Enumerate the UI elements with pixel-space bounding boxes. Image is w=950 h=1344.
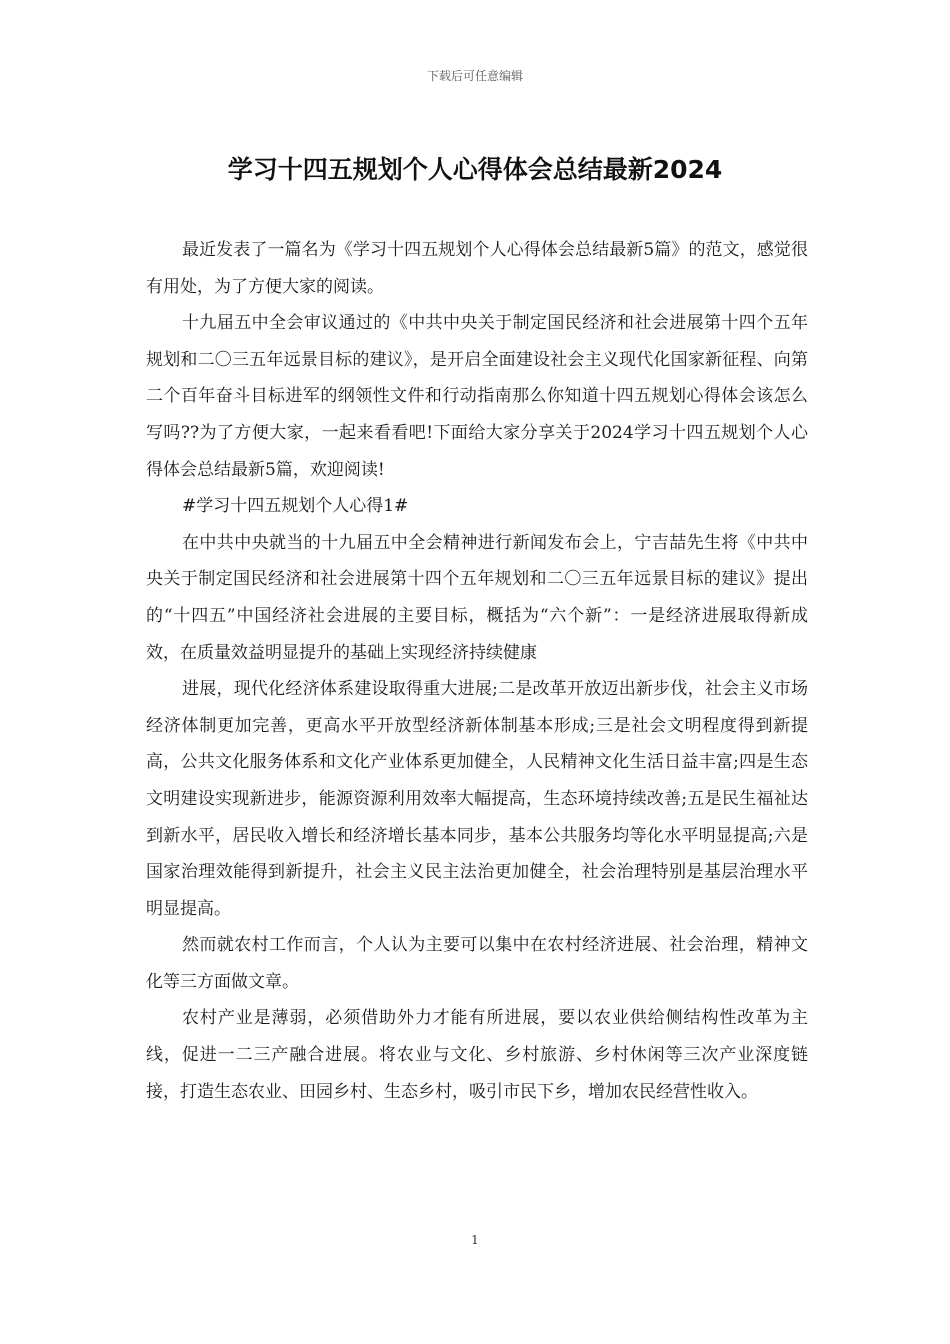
document-title: 学习十四五规划个人心得体会总结最新2024	[227, 155, 723, 184]
paragraph-rural-industry: 农村产业是薄弱，必须借助外力才能有所进展，要以农业供给侧结构性改革为主线，促进一二三产融合进展。将农业与文化、乡村旅游、乡村休闲等三次产业深度链接，打造生态农业、田园乡村、生态乡村，吸引市民下乡，增加农民经营性收入。	[146, 1008, 808, 1102]
page-header-note: 下载后可任意编辑	[426, 69, 523, 83]
document-body	[146, 232, 808, 1110]
paragraph-background: 十九届五中全会审议通过的《中共中央关于制定国民经济和社会进展第十四个五年规划和二〇三五年远景目标的建议》，是开启全面建设社会主义现代化国家新征程、向第二个百年奋斗目标进军的纲领性文件和行动指南那么你知道十四五规划心得体会该怎么写吗??为了方便大家，一起来看看吧!下面给大家分享关于2024学习十四五规划个人心得体会总结最新5篇，欢迎阅读!	[146, 313, 808, 480]
paragraph-six-new-goals: 进展，现代化经济体系建设取得重大进展;二是改革开放迈出新步伐，社会主义市场经济体制更加完善，更高水平开放型经济新体制基本形成;三是社会文明程度得到新提高，公共文化服务体系和文化产业体系更加健全，人民精神文化生活日益丰富;四是生态文明建设实现新进步，能源资源利用效率大幅提高，生态环境持续改善;五是民生福祉达到新水平，居民收入增长和经济增长基本同步，基本公共服务均等化水平明显提高;六是国家治理效能得到新提升，社会主义民主法治更加健全，社会治理特别是基层治理水平明显提高。	[146, 679, 808, 919]
paragraph-rural-work: 然而就农村工作而言，个人认为主要可以集中在农村经济进展、社会治理，精神文化等三方面做文章。	[146, 935, 808, 992]
section-heading-1: #学习十四五规划个人心得1#	[182, 496, 409, 517]
paragraph-press-conference: 在中共中央就当的十九届五中全会精神进行新闻发布会上，宁吉喆先生将《中共中央关于制定国民经济和社会进展第十四个五年规划和二〇三五年远景目标的建议》提出的“十四五”中国经济社会进展的主要目标，概括为“六个新”：一是经济进展取得新成效，在质量效益明显提升的基础上实现经济持续健康	[146, 532, 808, 663]
page-number: 1	[471, 1233, 479, 1247]
paragraph-intro: 最近发表了一篇名为《学习十四五规划个人心得体会总结最新5篇》的范文，感觉很有用处，为了方便大家的阅读。	[146, 240, 808, 297]
